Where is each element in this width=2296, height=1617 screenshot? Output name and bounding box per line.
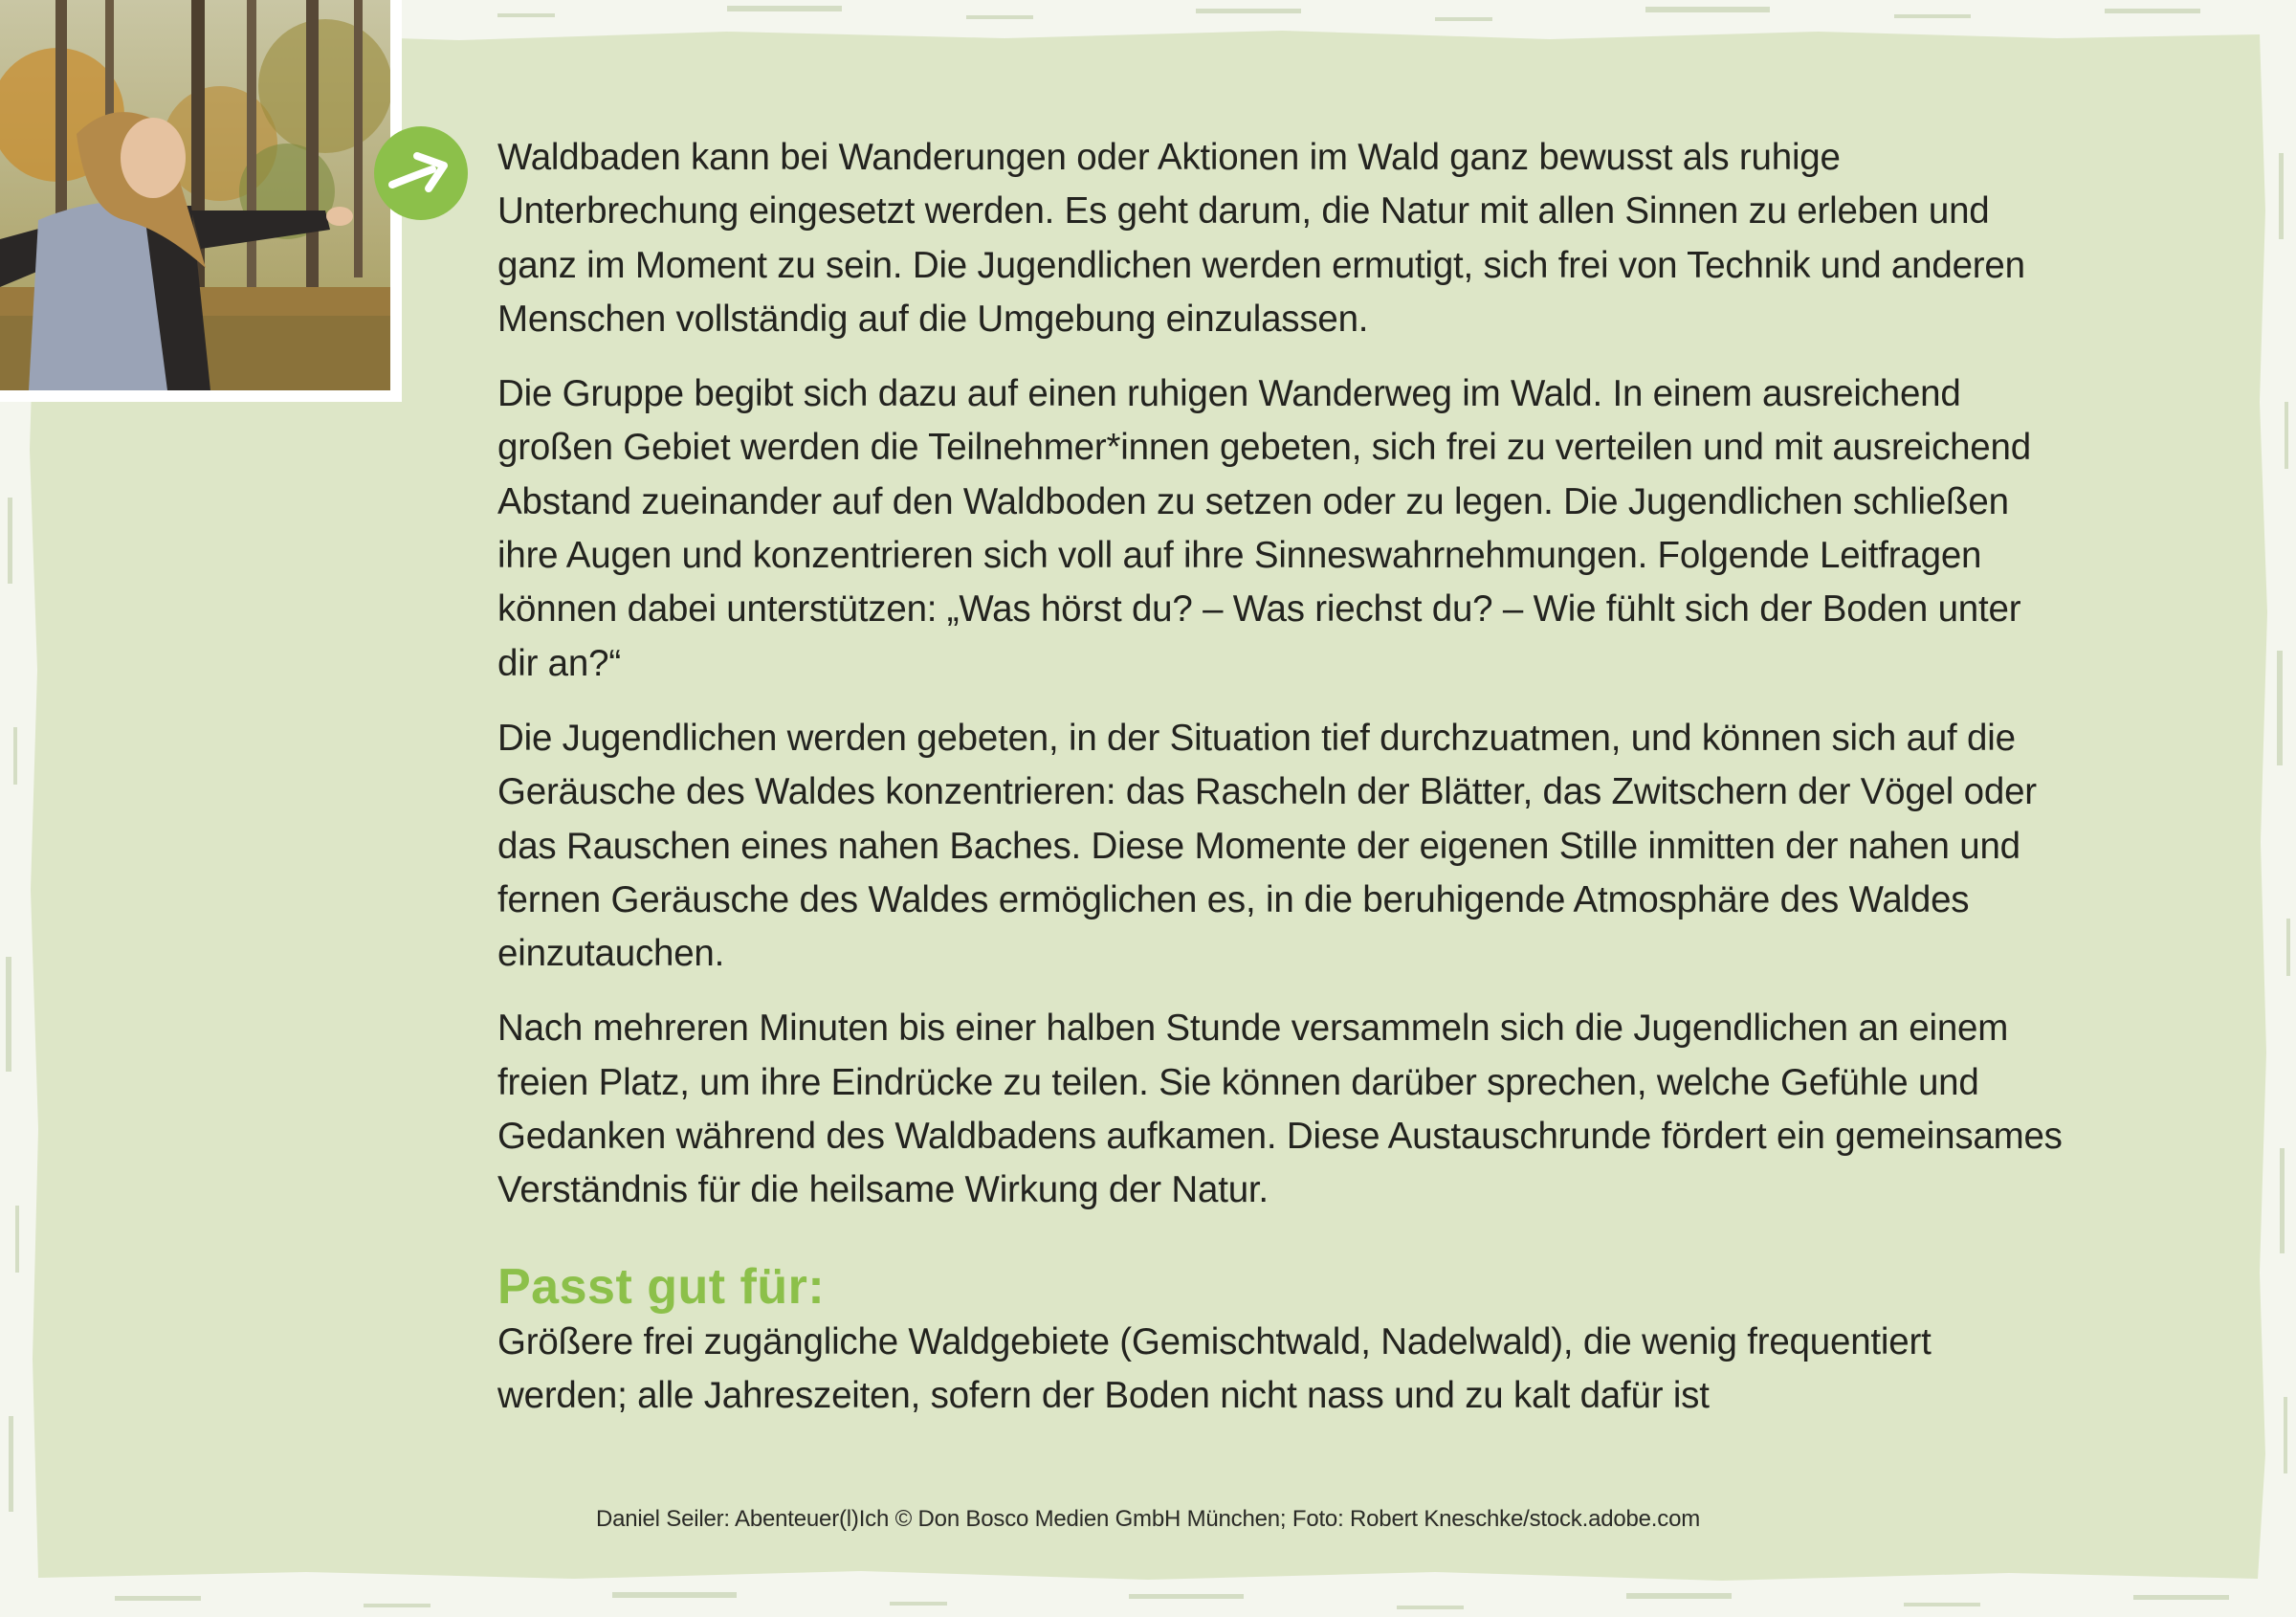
section-heading: Passt gut für: <box>497 1258 826 1315</box>
paragraph: Die Jugendlichen werden gebeten, in der Situation tief durchzuatmen, und können sich auf die Geräusche des Waldes konzentrieren: das Rascheln der Blätter, das Zwitschern der Vögel oder das Rauschen eines nahen Baches. Diese Momente der eigenen Stille inmitten der nahen und fernen Geräusche des Waldes ermöglichen es, in die beruhigende Atmosphäre des Waldes einzutauchen. <box>497 717 2037 975</box>
credit-line: Daniel Seiler: Abenteuer(l)Ich © Don Bosco Medien GmbH München; Foto: Robert Kneschke/stock.adobe.com <box>595 1506 1701 1532</box>
arrow-right-icon <box>373 125 469 221</box>
forest-photo <box>0 0 402 402</box>
woman-in-forest-photo <box>0 0 390 390</box>
paragraph: Waldbaden kann bei Wanderungen oder Aktionen im Wald ganz bewusst als ruhige Unterbrechung eingesetzt werden. Es geht darum, die Natur mit allen Sinnen zu erleben und ganz im Moment zu sein. Die Jugendlichen werden ermutigt, sich frei von Technik und anderen Menschen vollständig auf die Umgebung einzulassen. <box>497 137 2025 340</box>
paragraph: Die Gruppe begibt sich dazu auf einen ruhigen Wanderweg im Wald. In einem ausreichend großen Gebiet werden die Teilnehmer*innen gebeten, sich frei zu verteilen und mit ausreichend Abstand zueinander auf den Waldboden zu setzen oder zu legen. Die Jugendlichen schließen ihre Augen und konzentrieren sich voll auf ihre Sinneswahrnehmungen. Folgende Leitfragen können dabei unterstützen: „Was hörst du? – Was riechst du? – Wie fühlt sich der Boden unter dir an?“ <box>497 373 2031 684</box>
main-text <box>497 131 2066 1444</box>
paragraph: Nach mehreren Minuten bis einer halben Stunde versammeln sich die Jugendlichen an einem freien Platz, um ihre Eindrücke zu teilen. Sie können darüber sprechen, welche Gefühle und Gedanken während des Waldbadens aufkamen. Diese Austauschrunde fördert ein gemeinsames Verständnis für die heilsame Wirkung der Natur. <box>497 1008 2063 1211</box>
section-text: Größere frei zugängliche Waldgebiete (Gemischtwald, Nadelwald), die wenig frequentiert werden; alle Jahreszeiten, sofern der Boden nicht nass und zu kalt dafür ist <box>497 1320 1932 1416</box>
